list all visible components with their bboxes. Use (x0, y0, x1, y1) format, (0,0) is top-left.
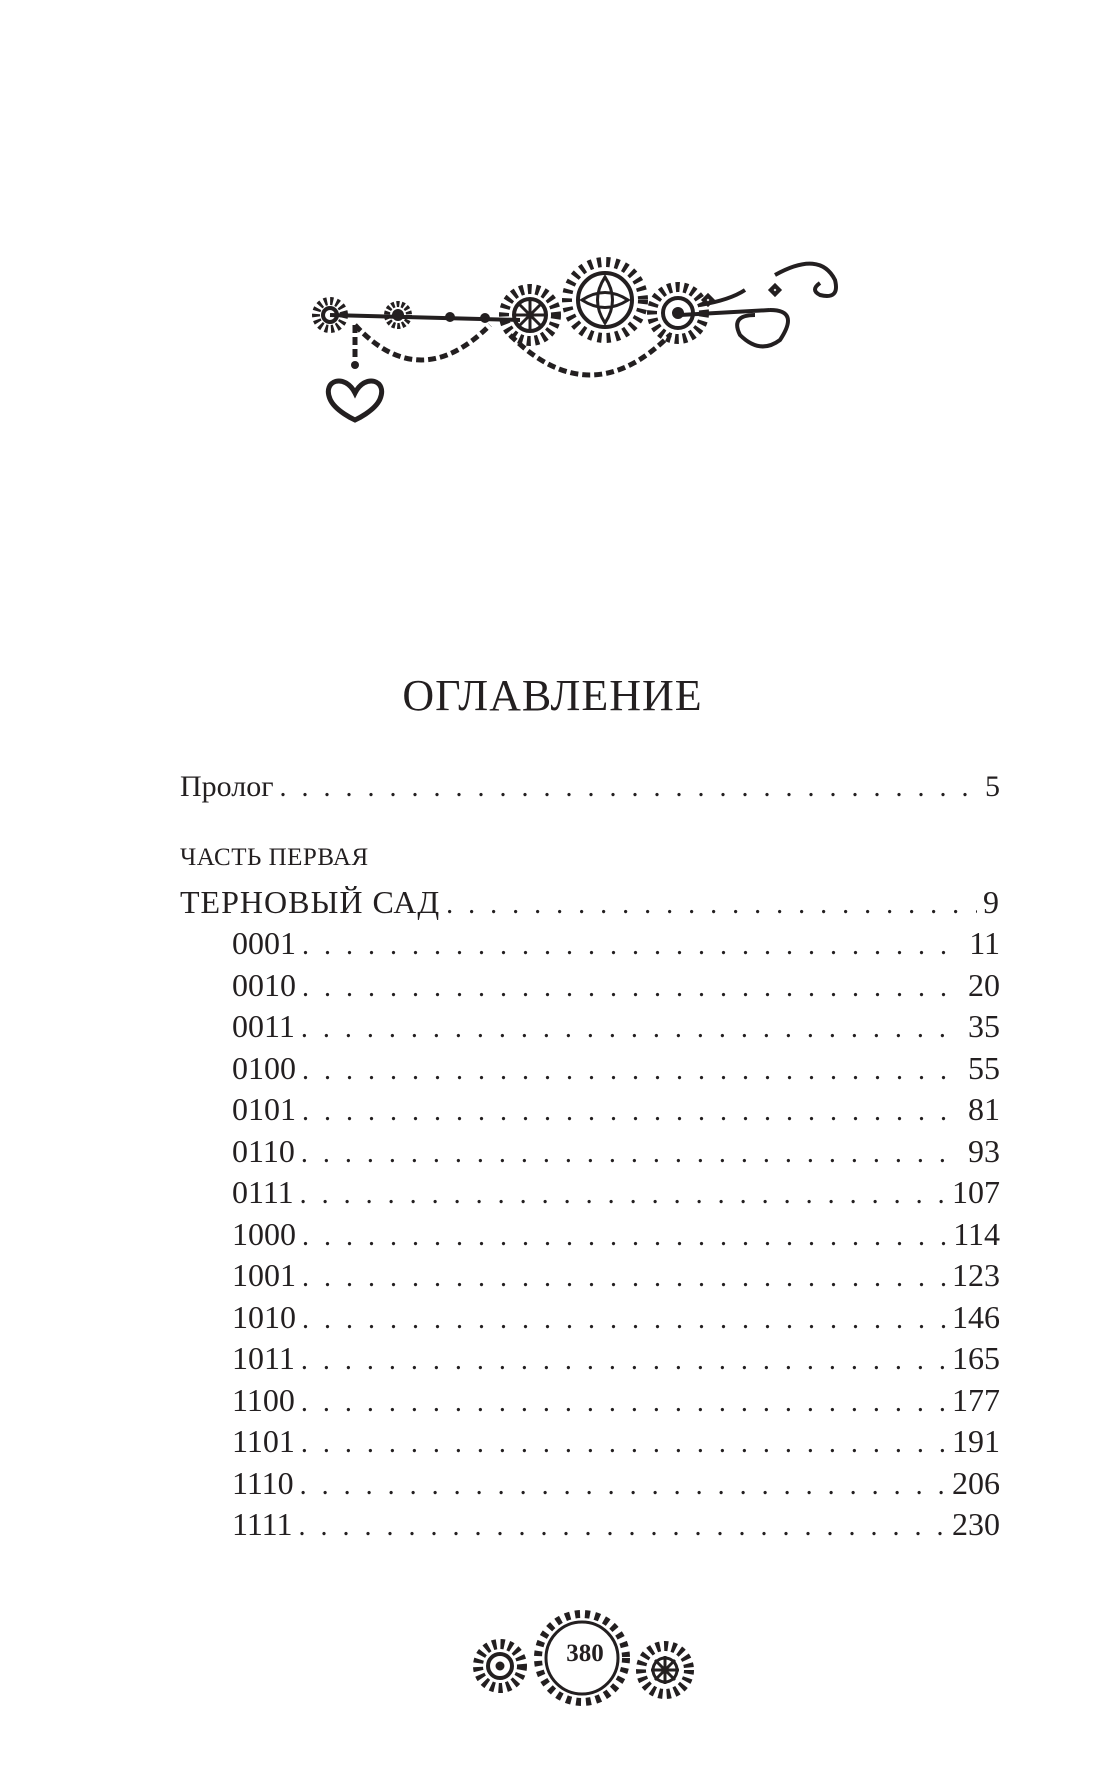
toc-entry-label: 0101 (232, 1091, 296, 1127)
toc-entry-page: 20 (968, 966, 1000, 1003)
page-number: 380 (566, 1640, 604, 1667)
toc-entry-chapter[interactable] (180, 1216, 1000, 1258)
toc-entry-page: 81 (968, 1091, 1000, 1127)
leader-dots (298, 1511, 946, 1545)
toc-entry-label: 0011 (232, 1008, 295, 1044)
leader-dots (301, 1387, 946, 1421)
toc-entry-page: 165 (952, 1340, 1000, 1376)
leader-dots (301, 1345, 946, 1379)
leader-dots (302, 972, 962, 1006)
toc-entry-chapter[interactable] (180, 1091, 1000, 1133)
toc-entry-prolog[interactable] (180, 770, 1000, 812)
toc-entry-label: 1001 (232, 1257, 296, 1293)
toc-entry-label: 1000 (232, 1215, 296, 1252)
toc-entry-label: 0110 (232, 1132, 295, 1169)
part-label: ЧАСТЬ ПЕРВАЯ (180, 843, 369, 871)
leader-dots (301, 1428, 946, 1462)
toc-entry-label: 0100 (232, 1049, 296, 1086)
toc-entry-page: 35 (968, 1008, 1000, 1044)
toc-entry-page: 114 (953, 1215, 1000, 1252)
toc-entry-label: 1111 (232, 1506, 293, 1542)
toc-entry-chapter[interactable] (180, 1257, 1000, 1299)
toc-entry-page: 191 (952, 1423, 1000, 1459)
toc-entry-page: 11 (969, 925, 1000, 961)
toc-entry-page: 55 (968, 1049, 1000, 1086)
toc-entry-chapter[interactable] (180, 925, 1000, 967)
toc-entry-chapter[interactable] (180, 1050, 1000, 1092)
leader-dots (302, 1096, 962, 1130)
toc-entry-chapter[interactable] (180, 1133, 1000, 1175)
leader-dots (300, 1470, 946, 1504)
toc-entry-chapter[interactable] (180, 1382, 1000, 1424)
toc-entry-page: 93 (968, 1132, 1000, 1169)
toc-entry-page: 206 (952, 1464, 1000, 1501)
toc-entry-page: 146 (952, 1298, 1000, 1335)
chapter-list (180, 925, 1000, 1548)
toc-entry-page: 123 (952, 1257, 1000, 1293)
toc-entry-label: ТЕРНОВЫЙ САД (180, 883, 441, 920)
toc-entry-label: 0111 (232, 1174, 294, 1210)
leader-dots (446, 889, 977, 923)
leader-dots (302, 1055, 962, 1089)
toc-entry-label: 1100 (232, 1381, 295, 1418)
toc-entry-page: 107 (952, 1174, 1000, 1210)
toc-entry-label: Пролог (180, 770, 274, 803)
table-of-contents (180, 770, 1000, 1548)
toc-entry-chapter[interactable] (180, 1465, 1000, 1507)
leader-dots (302, 1262, 946, 1296)
leader-dots (280, 772, 979, 806)
toc-entry-page: 9 (983, 883, 1000, 920)
toc-title: ОГЛАВЛЕНИЕ (402, 671, 703, 720)
toc-entry-chapter[interactable] (180, 1174, 1000, 1216)
leader-dots (302, 1221, 947, 1255)
leader-dots (302, 930, 963, 964)
steampunk-gear-chain-ornament-icon (300, 255, 880, 455)
toc-entry-label: 1011 (232, 1340, 295, 1376)
toc-entry-label: 1101 (232, 1423, 295, 1459)
leader-dots (302, 1304, 946, 1338)
toc-entry-chapter[interactable] (180, 1299, 1000, 1341)
toc-entry-chapter[interactable] (180, 967, 1000, 1009)
leader-dots (301, 1138, 962, 1172)
toc-entry-chapter[interactable] (180, 1506, 1000, 1548)
toc-entry-page: 230 (952, 1506, 1000, 1542)
leader-dots (301, 1013, 962, 1047)
toc-entry-chapter[interactable] (180, 1008, 1000, 1050)
leader-dots (300, 1179, 946, 1213)
toc-entry-label: 1110 (232, 1464, 294, 1501)
toc-entry-label: 1010 (232, 1298, 296, 1335)
heart-pendant-icon (328, 381, 381, 420)
toc-entry-chapter[interactable] (180, 1340, 1000, 1382)
toc-entry-label: 0001 (232, 925, 296, 961)
toc-entry-label: 0010 (232, 966, 296, 1003)
toc-entry-part[interactable] (180, 884, 1000, 926)
toc-entry-chapter[interactable] (180, 1423, 1000, 1465)
toc-entry-page: 177 (952, 1381, 1000, 1418)
toc-entry-page: 5 (985, 770, 1000, 803)
